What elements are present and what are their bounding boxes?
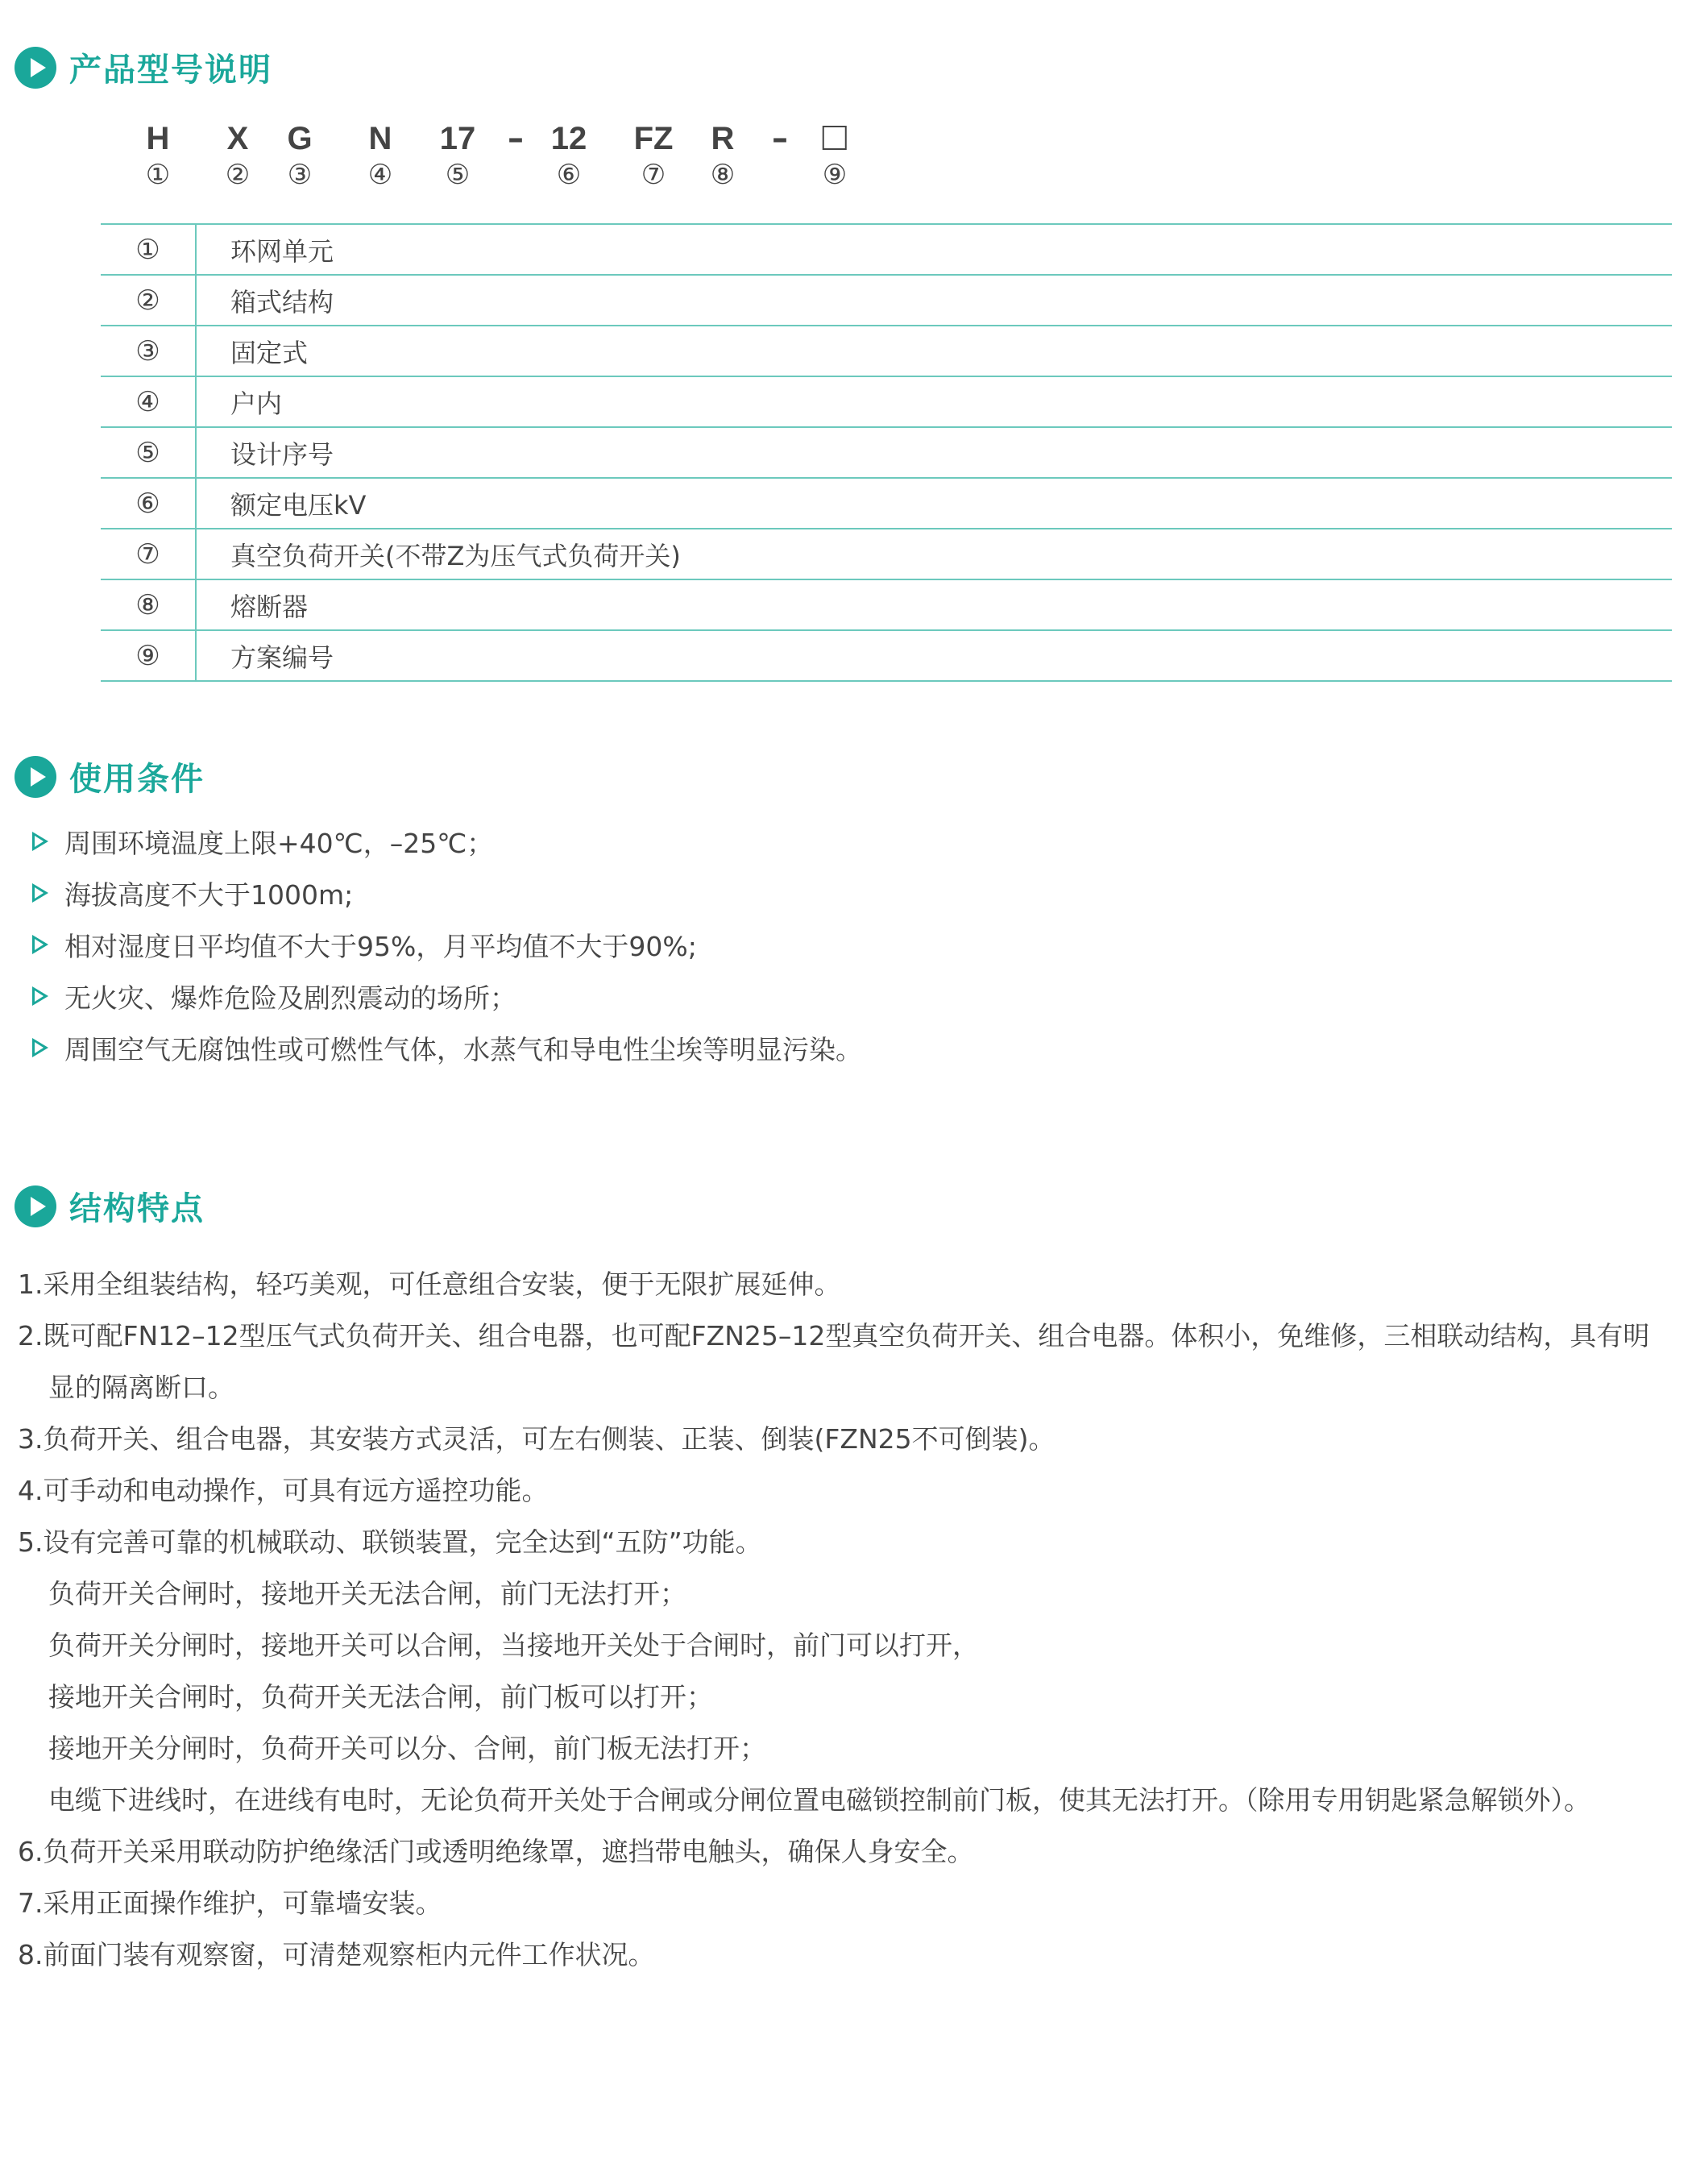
feature-item: 1.采用全组装结构，轻巧美观，可任意组合安装，便于无限扩展延伸。: [18, 1268, 841, 1300]
feature-item-continuation: 显的隔离断口。: [48, 1372, 234, 1403]
code-cell: [711, 121, 735, 192]
table-row: [101, 631, 1672, 682]
code-number: ⑥: [556, 159, 582, 191]
code-cell: [368, 121, 392, 192]
section-model-header: [15, 44, 272, 90]
code-cell: [634, 121, 674, 192]
code-number: ③: [287, 159, 313, 191]
code-cell: [146, 121, 170, 192]
list-item: [32, 816, 862, 867]
code-number: ⑧: [710, 159, 736, 191]
code-number: ⑨: [822, 159, 848, 191]
code-letter: 17: [439, 121, 476, 156]
list-item: [32, 970, 862, 1022]
feature-item: 3.负荷开关、组合电器，其安装方式灵活，可左右侧装、正装、倒装(FZN25不可倒装)。: [18, 1423, 1055, 1455]
model-code: [0, 121, 967, 201]
row-number: ⑧: [101, 580, 197, 629]
list-item: [32, 919, 862, 970]
feature-subitem: 电缆下进线时，在进线有电时，无论负荷开关处于合闸或分闸位置电磁锁控制前门板，使其无法打开。（除用专用钥匙紧急解锁外）。: [48, 1784, 1590, 1816]
feature-item: 7.采用正面操作维护，可靠墙安装。: [18, 1887, 442, 1919]
triangle-bullet-icon: [32, 986, 48, 1006]
triangle-bullet-icon: [32, 935, 48, 954]
code-number: ①: [145, 159, 171, 191]
empty-box-icon: [823, 126, 847, 150]
table-row: [101, 276, 1672, 326]
section-conditions-header: [15, 754, 205, 799]
list-item-text: 海拔高度不大于1000m;: [64, 878, 354, 911]
play-icon: [15, 1185, 56, 1227]
row-number: ⑨: [101, 631, 197, 680]
code-number: ②: [225, 159, 251, 191]
table-row: [101, 377, 1672, 428]
row-description: 真空负荷开关(不带Z为压气式负荷开关): [230, 540, 681, 571]
model-spec-table: [101, 223, 1672, 682]
code-letter: X: [226, 121, 249, 156]
code-letter: N: [368, 121, 392, 156]
triangle-bullet-icon: [32, 883, 48, 903]
code-number: ④: [367, 159, 393, 191]
row-number: ⑥: [101, 479, 197, 528]
row-number: ④: [101, 377, 197, 426]
list-item-text: 相对湿度日平均值不大于95%，月平均值不大于90%;: [64, 930, 697, 962]
code-dash: –: [508, 120, 524, 157]
code-letter: R: [711, 121, 735, 156]
table-row: [101, 529, 1672, 580]
code-cell: [287, 121, 312, 192]
triangle-bullet-icon: [32, 1038, 48, 1057]
list-item-text: 周围环境温度上限+40℃，–25℃；: [64, 827, 494, 859]
row-number: ①: [101, 225, 197, 274]
play-icon: [15, 756, 56, 798]
code-letter: 12: [550, 121, 587, 156]
code-letter: FZ: [633, 121, 674, 156]
table-row: [101, 580, 1672, 631]
feature-subitem: 接地开关合闸时，负荷开关无法合闸，前门板可以打开；: [48, 1681, 713, 1713]
section-title: 产品型号说明: [69, 52, 272, 89]
code-cell: [440, 121, 476, 192]
row-description: 固定式: [230, 337, 309, 368]
section-features-header: [15, 1183, 205, 1229]
table-row: [101, 428, 1672, 479]
list-item: [32, 1022, 862, 1073]
triangle-bullet-icon: [32, 832, 48, 851]
table-row: [101, 326, 1672, 377]
row-number: ⑦: [101, 529, 197, 579]
play-icon: [15, 47, 56, 89]
feature-subitem: 负荷开关分闸时，接地开关可以合闸，当接地开关处于合闸时，前门可以打开，: [48, 1630, 979, 1661]
row-description: 熔断器: [230, 591, 309, 622]
feature-item: 8.前面门装有观察窗，可清楚观察柜内元件工作状况。: [18, 1939, 655, 1970]
code-cell: [823, 121, 847, 192]
code-cell: [551, 121, 587, 192]
feature-item: 2.既可配FN12–12型压气式负荷开关、组合电器，也可配FZN25–12型真空负荷开关、组合电器。体积小，免维修，三相联动结构，具有明: [18, 1320, 1650, 1352]
feature-item: 4.可手动和电动操作，可具有远方遥控功能。: [18, 1475, 549, 1506]
feature-subitem: 负荷开关合闸时，接地开关无法合闸，前门无法打开；: [48, 1578, 686, 1609]
row-description: 环网单元: [230, 235, 334, 267]
feature-item: 5.设有完善可靠的机械联动、联锁装置，完全达到“五防”功能。: [18, 1526, 762, 1558]
code-dash: –: [772, 120, 788, 157]
row-description: 额定电压kV: [230, 489, 367, 521]
list-item-text: 无火灾、爆炸危险及剧烈震动的场所；: [64, 982, 516, 1014]
row-number: ⑤: [101, 428, 197, 477]
feature-subitem: 接地开关分闸时，负荷开关可以分、合闸，前门板无法打开；: [48, 1733, 766, 1764]
code-letter: H: [146, 121, 170, 156]
code-cell: [226, 121, 250, 192]
code-placeholder: [823, 121, 847, 156]
section-title: 结构特点: [69, 1190, 205, 1227]
conditions-list: [32, 816, 862, 1073]
row-description: 设计序号: [230, 438, 334, 470]
table-row: [101, 225, 1672, 276]
row-description: 方案编号: [230, 641, 334, 673]
code-letter: G: [287, 121, 313, 156]
row-number: ③: [101, 326, 197, 376]
row-number: ②: [101, 276, 197, 325]
code-number: ⑦: [641, 159, 666, 191]
list-item-text: 周围空气无腐蚀性或可燃性气体，水蒸气和导电性尘埃等明显污染。: [64, 1033, 862, 1065]
section-title: 使用条件: [69, 761, 205, 798]
row-description: 箱式结构: [230, 286, 334, 318]
row-description: 户内: [230, 388, 283, 419]
feature-item: 6.负荷开关采用联动防护绝缘活门或透明绝缘罩，遮挡带电触头，确保人身安全。: [18, 1836, 974, 1867]
table-row: [101, 479, 1672, 529]
code-number: ⑤: [445, 159, 471, 191]
list-item: [32, 867, 862, 919]
features-list: [18, 1259, 1677, 1981]
